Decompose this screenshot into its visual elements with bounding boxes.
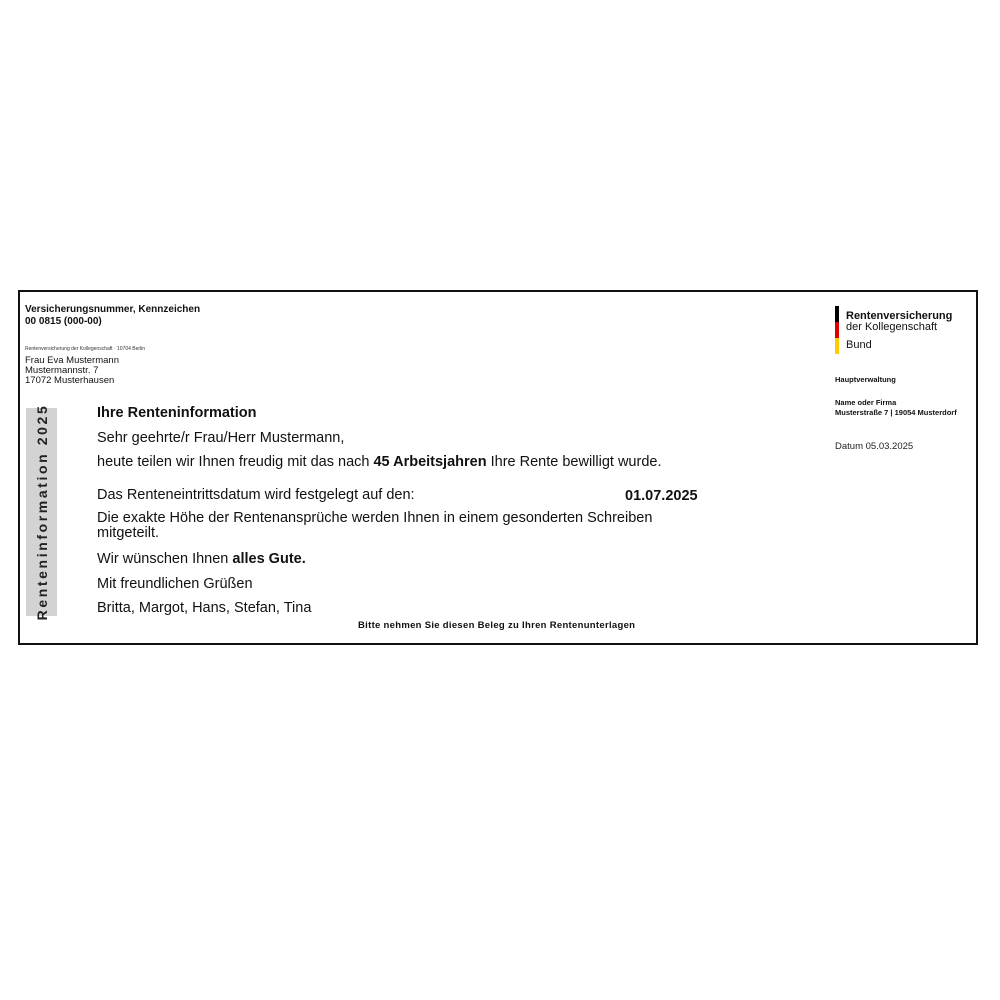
letter-greeting: Mit freundlichen Grüßen bbox=[97, 576, 253, 592]
letter-intro bbox=[97, 454, 661, 471]
flag-stripe-black bbox=[835, 306, 839, 322]
organization-name: Rentenversicherung bbox=[846, 310, 953, 322]
recipient-street: Mustermannstr. 7 bbox=[25, 365, 99, 376]
organization-tier: Bund bbox=[846, 339, 872, 351]
letter-date: Datum 05.03.2025 bbox=[835, 441, 914, 452]
company-label: Name oder Firma bbox=[835, 398, 897, 407]
flag-stripe-gold bbox=[835, 338, 839, 354]
flag-stripe-red bbox=[835, 322, 839, 338]
letter-wish bbox=[97, 551, 306, 568]
pension-amount-note: Die exakte Höhe der Rentenansprüche werden Ihnen in einem gesonderten Schreiben mitgeteilt. bbox=[97, 510, 653, 541]
sender-return-address: Rentenversicherung der Kollegenschaft · 10704 Berlin bbox=[25, 346, 146, 352]
side-band-label: Renteninformation 2025 bbox=[33, 403, 50, 621]
insurance-number: 00 0815 (000-00) bbox=[25, 316, 102, 327]
letter-signatures: Britta, Margot, Hans, Stefan, Tina bbox=[97, 600, 312, 616]
intro-text-emphasis: 45 Arbeitsjahren bbox=[373, 454, 487, 470]
retirement-date-label: Das Renteneintrittsdatum wird festgelegt auf den: bbox=[97, 487, 415, 503]
side-band bbox=[26, 403, 57, 621]
organization-subname: der Kollegenschaft bbox=[846, 321, 938, 333]
company-block bbox=[835, 398, 957, 418]
wish-text-start: Wir wünschen Ihnen bbox=[97, 551, 233, 567]
recipient-name: Frau Eva Mustermann bbox=[25, 355, 119, 366]
insurance-number-label: Versicherungsnummer, Kennzeichen bbox=[25, 304, 201, 315]
footer-note: Bitte nehmen Sie diesen Beleg zu Ihren Rentenunterlagen bbox=[358, 620, 636, 631]
recipient-address bbox=[25, 356, 119, 386]
intro-text-start: heute teilen wir Ihnen freudig mit das nach bbox=[97, 454, 374, 470]
recipient-city: 17072 Musterhausen bbox=[25, 375, 115, 386]
company-address: Musterstraße 7 | 19054 Musterdorf bbox=[835, 408, 957, 417]
pension-letter-document bbox=[18, 290, 978, 645]
letter-subject: Ihre Renteninformation bbox=[97, 405, 257, 421]
intro-text-end: Ihre Rente bewilligt wurde. bbox=[486, 454, 662, 470]
german-flag-logo bbox=[835, 306, 839, 354]
retirement-date-value: 01.07.2025 bbox=[625, 488, 698, 504]
headquarters-label: Hauptverwaltung bbox=[835, 375, 896, 384]
wish-text-emphasis: alles Gute. bbox=[232, 551, 306, 567]
letter-salutation: Sehr geehrte/r Frau/Herr Mustermann, bbox=[97, 430, 345, 446]
